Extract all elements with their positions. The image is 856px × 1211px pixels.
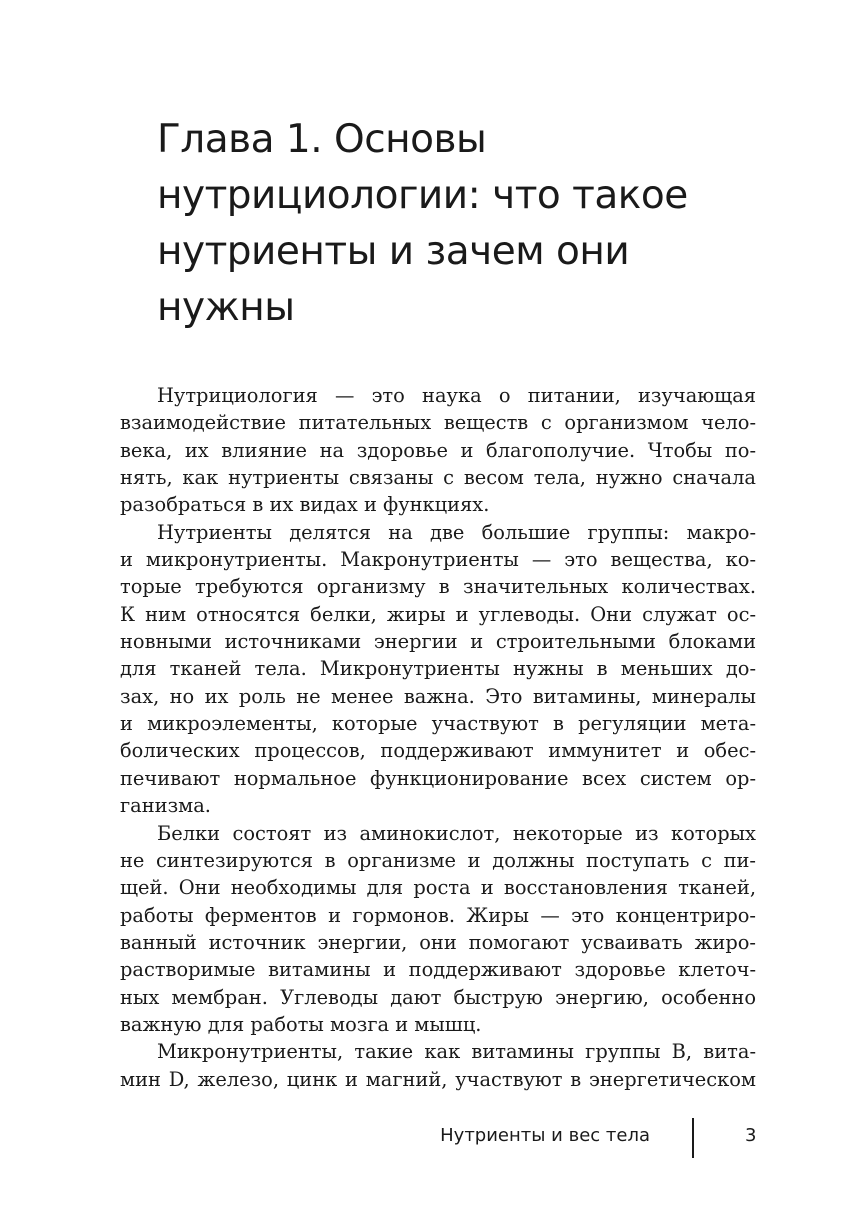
text-line: торые требуются организму в значительных количествах. <box>120 575 756 599</box>
paragraph-1 <box>120 382 756 519</box>
text-line: не синтезируются в организме и должны поступать с пи- <box>120 848 756 872</box>
text-line: Нутриенты делятся на две большие группы: макро- <box>157 520 756 544</box>
running-title: Нутриенты и вес тела <box>440 1125 650 1146</box>
text-line: ванный источник энергии, они помогают усваивать жиро- <box>120 930 756 954</box>
text-line: растворимые витамины и поддерживают здоровье клеточ- <box>120 958 756 982</box>
page-footer <box>0 1118 856 1158</box>
chapter-title-line: нутрициологии: что такое <box>157 173 688 218</box>
paragraph-4 <box>120 1038 756 1093</box>
text-line: Микронутриенты, такие как витамины группы B, вита- <box>157 1040 756 1064</box>
text-line: К ним относятся белки, жиры и углеводы. Они служат ос- <box>120 602 756 626</box>
text-line: Белки состоят из аминокислот, некоторые из которых <box>157 821 756 845</box>
body-text <box>120 382 756 1093</box>
text-line: важную для работы мозга и мышц. <box>120 1012 482 1036</box>
text-line: для тканей тела. Микронутриенты нужны в меньших до- <box>120 657 756 681</box>
text-line: работы ферментов и гормонов. Жиры — это концентриро- <box>120 903 756 927</box>
text-line: болических процессов, поддерживают иммунитет и обес- <box>120 739 756 763</box>
chapter-title <box>157 112 757 336</box>
text-line: зах, но их роль не менее важна. Это витамины, минералы <box>120 684 756 708</box>
text-line: щей. Они необходимы для роста и восстановления тканей, <box>120 876 756 900</box>
page-number: 3 <box>745 1125 757 1146</box>
text-line: новными источниками энергии и строительными блоками <box>120 630 756 654</box>
text-line: печивают нормальное функционирование всех систем ор- <box>120 766 756 790</box>
chapter-title-line: нутриенты и зачем они <box>157 229 630 274</box>
paragraph-2 <box>120 519 756 820</box>
text-line: ганизма. <box>120 794 211 818</box>
text-line: Нутрициология — это наука о питании, изучающая <box>157 384 756 407</box>
chapter-title-line: нужны <box>157 285 295 330</box>
text-line: века, их влияние на здоровье и благополучие. Чтобы по- <box>120 438 756 462</box>
text-line: нять, как нутриенты связаны с весом тела, нужно сначала <box>120 466 756 490</box>
text-line: и микроэлементы, которые участвуют в регуляции мета- <box>120 712 756 736</box>
chapter-title-line: Глава 1. Основы <box>157 117 487 162</box>
text-line: ных мембран. Углеводы дают быструю энергию, особенно <box>120 985 756 1009</box>
footer-divider <box>692 1118 694 1158</box>
text-line: и микронутриенты. Макронутриенты — это вещества, ко- <box>120 548 756 572</box>
paragraph-3 <box>120 820 756 1039</box>
text-line: взаимодействие питательных веществ с организмом чело- <box>120 411 756 435</box>
text-line: мин D, железо, цинк и магний, участвуют в энергетическом <box>120 1067 756 1091</box>
text-line: разобраться в их видах и функциях. <box>120 493 490 517</box>
